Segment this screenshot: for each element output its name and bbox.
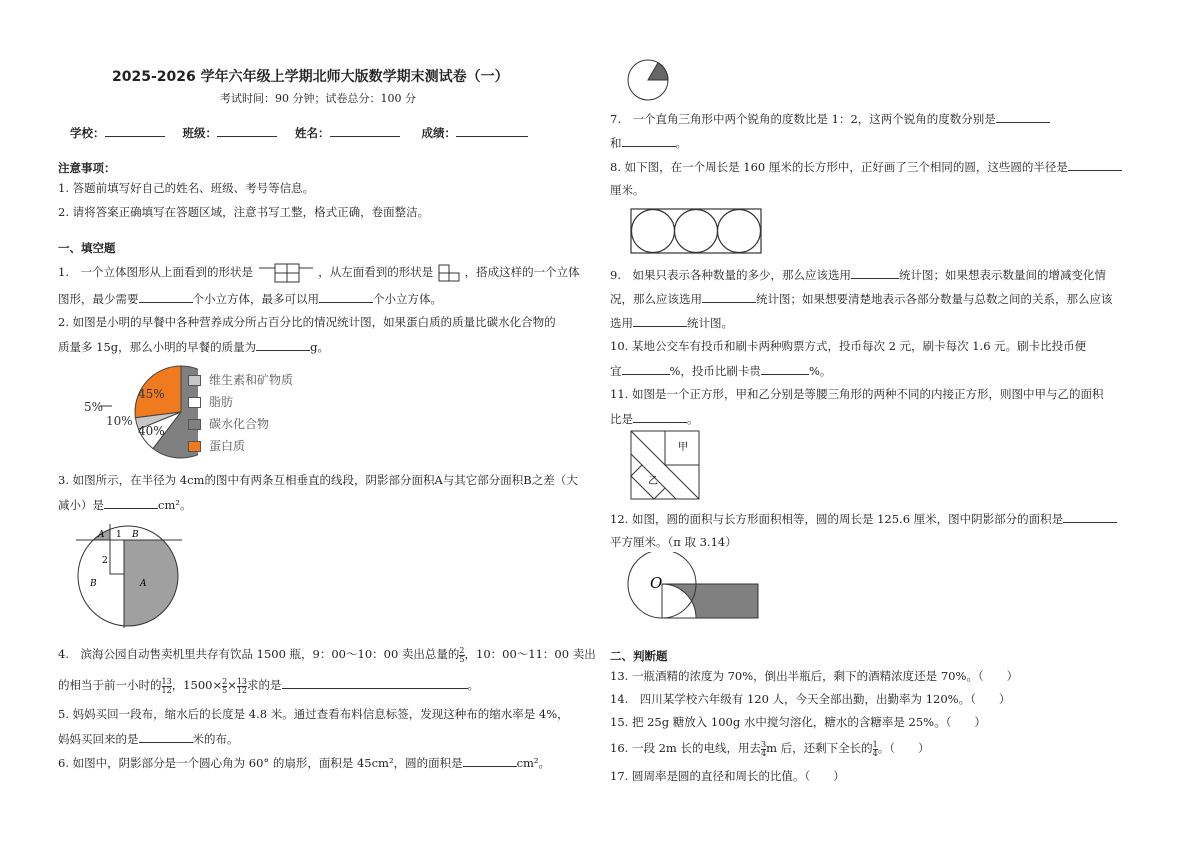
question-7-line2: 和 。 — [610, 136, 687, 150]
legend-item-carb: 碳水化合物 — [188, 413, 293, 435]
question-1-line2: 图形，最少需要 个小立方体，最多可以用 个小立方体。 — [58, 292, 442, 306]
pie-label-protein: 45% — [138, 387, 165, 401]
label-2: 2 — [102, 556, 108, 566]
note-item: 1. 答题前填写好自己的姓名、班级、考号等信息。 — [58, 181, 315, 195]
fraction: $\frac{1}{4}$ — [872, 739, 878, 758]
question-9-line3: 选用 统计图。 — [610, 316, 733, 330]
answer-blank[interactable] — [256, 338, 310, 351]
pie-label-carb: 40% — [138, 424, 165, 438]
question-17: 17. 圆周率是圆的直径和周长的比值。（ ） — [610, 769, 845, 783]
answer-blank[interactable] — [319, 290, 373, 303]
question-15: 15. 把 25g 糖放入 100g 水中搅匀溶化，糖水的含糖率是 25%。（ ） — [610, 715, 986, 729]
question-11-line2: 比是 。 — [610, 412, 699, 426]
question-9-line2: 况，那么应该选用 统计图；如果想要清楚地表示各部分数量与总数之间的关系，那么应该 — [610, 292, 1113, 306]
info-row — [70, 124, 528, 141]
center-label-o: O — [650, 574, 663, 592]
answer-blank[interactable] — [761, 362, 809, 375]
question-16: 16. 一段 2m 长的电线，用去 $\frac{3}{4}$ m 后，还剩下全长的 $\frac{1}{4}$ 。（ ） — [610, 739, 930, 758]
pie-legend — [188, 369, 293, 457]
label-jia: 甲 — [678, 442, 688, 453]
section-heading-fill: 一、填空题 — [58, 241, 116, 255]
question-4-line2: 的相当于前一小时的 $\frac{13}{12}$ ，1500× $\frac{2}{5}$ × $\frac{13}{12}$ 求的是 。 — [58, 676, 480, 695]
question-11-line1: 11. 如图是一个正方形，甲和乙分别是等腰三角形的两种不同的内接正方形，则图中甲与乙的面积 — [610, 387, 1104, 401]
answer-blank[interactable] — [463, 754, 517, 767]
legend-swatch — [188, 441, 201, 452]
question-10-line2: 宜 %，投币比刷卡贵 %。 — [610, 364, 832, 378]
answer-blank[interactable] — [851, 266, 899, 279]
question-7-line1: 7. 一个直角三角形中两个锐角的度数比是 1：2，这两个锐角的度数分别是 — [610, 110, 1050, 127]
class-blank[interactable] — [217, 124, 277, 137]
section-heading-judge: 二、判断题 — [610, 649, 668, 663]
fraction: $\frac{13}{12}$ — [236, 676, 248, 695]
question-8-line1: 8. 如下图，在一个周长是 160 厘米的长方形中，正好画了三个相同的圆，这些圆的半径是 — [610, 158, 1122, 175]
answer-blank[interactable] — [1068, 158, 1122, 171]
name-label: 姓名： — [295, 126, 330, 140]
answer-blank[interactable] — [702, 290, 756, 303]
label-a-small: A — [98, 530, 105, 540]
exam-subtitle: 考试时间：90 分钟；试卷总分：100 分 — [220, 92, 416, 105]
circle-segments-figure — [76, 524, 182, 628]
answer-blank[interactable] — [622, 362, 670, 375]
question-6: 6. 如图中，阴影部分是一个圆心角为 60° 的扇形，面积是 45cm²，圆的面积是 cm²。 — [58, 756, 551, 770]
legend-item-protein: 蛋白质 — [188, 435, 293, 457]
answer-blank[interactable] — [139, 290, 193, 303]
three-circles-figure — [630, 208, 764, 256]
answer-blank[interactable] — [633, 314, 687, 327]
notes-heading: 注意事项： — [58, 161, 116, 175]
question-12-line2: 平方厘米。（π 取 3.14） — [610, 535, 737, 549]
circle-rectangle-figure — [624, 552, 764, 638]
fraction: $\frac{13}{12}$ — [161, 676, 172, 695]
question-1-line1: 1. 一个立体图形从上面看到的形状是 ，从左面看到的形状是 ，搭成这样的一个立体 — [58, 262, 580, 284]
top-view-figure — [257, 262, 315, 284]
page-title: 2025-2026 学年六年级上学期北师大版数学期末测试卷（一） — [112, 69, 509, 85]
answer-blank[interactable] — [996, 110, 1050, 123]
answer-blank[interactable] — [104, 496, 158, 509]
note-item: 2. 请将答案正确填写在答题区域，注意书写工整，格式正确，卷面整洁。 — [58, 205, 430, 219]
label-1: 1 — [116, 530, 122, 540]
score-label: 成绩： — [421, 126, 457, 140]
label-b-top: B — [132, 530, 139, 540]
label-a-large: A — [140, 579, 147, 589]
name-blank[interactable] — [330, 124, 400, 137]
question-8-line2: 厘米。 — [610, 183, 645, 197]
answer-blank[interactable] — [139, 730, 193, 743]
question-3-line2: 减小）是 cm²。 — [58, 498, 192, 512]
class-label: 班级： — [182, 126, 218, 140]
legend-swatch — [188, 397, 201, 408]
label-yi: 乙 — [648, 476, 658, 487]
answer-blank[interactable] — [633, 410, 687, 423]
question-13: 13. 一瓶酒精的浓度为 70%，倒出半瓶后，剩下的酒精浓度还是 70%。（ ） — [610, 669, 1019, 683]
school-label: 学校： — [70, 126, 105, 140]
question-4-line1: 4. 滨海公园自动售卖机里共存有饮品 1500 瓶，9：00～10：00 卖出总量的 $\frac{2}{5}$ ，10：00～11：00 卖出 — [58, 645, 596, 664]
question-5-line1: 5. 妈妈买回一段布，缩水后的长度是 4.8 米。通过查看布料信息标签，发现这种布的缩水率是 4%， — [58, 707, 569, 721]
answer-blank[interactable] — [622, 134, 676, 147]
pie-label-fat: 10% — [106, 414, 133, 428]
question-12-line1: 12. 如图，圆的面积与长方形面积相等，圆的周长是 125.6 厘米，图中阴影部分的面积是 — [610, 510, 1117, 527]
score-blank[interactable] — [456, 124, 528, 137]
question-10-line1: 10. 某地公交车有投币和刷卡两种购票方式，投币每次 2 元，刷卡每次 1.6 元。刷卡比投币便 — [610, 339, 1087, 353]
answer-blank[interactable] — [1063, 510, 1117, 523]
answer-blank[interactable] — [282, 676, 468, 689]
legend-item-vitamin: 维生素和矿物质 — [188, 369, 293, 391]
legend-swatch — [188, 375, 201, 386]
label-b-left: B — [90, 579, 97, 589]
school-blank[interactable] — [105, 124, 165, 137]
question-9-line1: 9. 如果只表示各种数量的多少，那么应该选用 统计图；如果想表示数量间的增减变化情 — [610, 268, 1106, 282]
question-3-line1: 3. 如图所示，在半径为 4cm的图中有两条互相垂直的线段，阴影部分面积A与其它部分面积B之差（大 — [58, 473, 578, 487]
legend-swatch — [188, 419, 201, 430]
question-2-line2: 质量多 15g，那么小明的早餐的质量为 g。 — [58, 340, 330, 354]
pie-label-vitamin: 5% — [84, 400, 104, 414]
breakfast-pie-chart — [78, 362, 198, 462]
question-2-line1: 2. 如图是小明的早餐中各种营养成分所占百分比的情况统计图，如果蛋白质的质量比碳水化合物的 — [58, 315, 556, 329]
question-5-line2: 妈妈买回来的是 米的布。 — [58, 732, 239, 746]
sector-circle-figure — [626, 58, 670, 102]
left-view-figure — [437, 262, 461, 284]
inscribed-squares-figure — [630, 430, 702, 502]
fraction: $\frac{3}{4}$ — [760, 739, 767, 758]
fraction: $\frac{2}{5}$ — [222, 676, 228, 695]
legend-item-fat: 脂肪 — [188, 391, 293, 413]
fraction: $\frac{2}{5}$ — [459, 645, 465, 664]
question-14: 14. 四川某学校六年级有 120 人，今天全部出勤，出勤率为 120%。（ ） — [610, 692, 1011, 706]
